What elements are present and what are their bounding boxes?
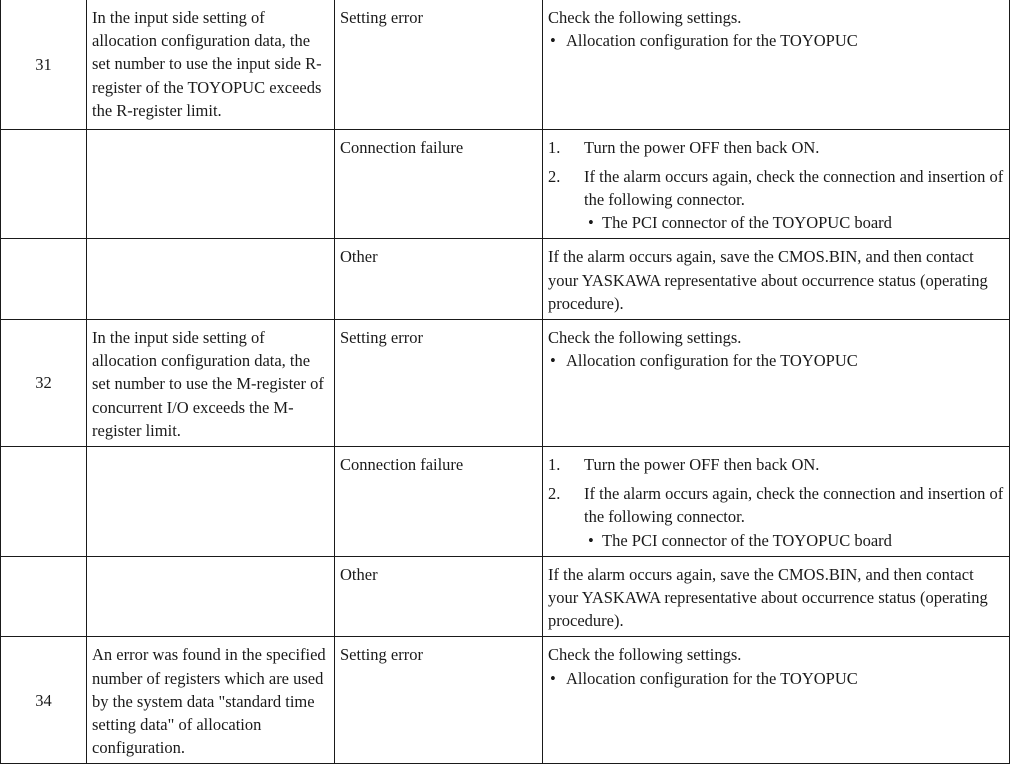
alarm-number-cell: 34 (1, 637, 87, 764)
alarm-number-cell: 32 (1, 319, 87, 446)
remedy-intro: Check the following settings. (548, 327, 742, 347)
remedy-step (548, 136, 1004, 159)
table-row (1, 637, 1010, 764)
table-row (1, 239, 1010, 320)
alarm-description-cell: In the input side setting of allocation configuration data, the set number to use the M-register of concurrent I/O exceeds the M-register limit. (87, 319, 335, 446)
cause-cell: Other (335, 556, 543, 637)
step-text: If the alarm occurs again, check the connection and insertion of the following connector. (584, 166, 1004, 209)
table-row (1, 129, 1010, 239)
step-bullet-list (584, 211, 1004, 234)
alarm-description-cell: An error was found in the specified number of registers which are used by the system data "standard time setting data" of allocation configuration. (87, 637, 335, 764)
alarm-description-cell (87, 556, 335, 637)
remedy-cell (543, 319, 1010, 446)
table-row (1, 0, 1010, 129)
remedy-bullet: • Allocation configuration for the TOYOPUC (548, 349, 1004, 372)
remedy-step (548, 482, 1004, 552)
step-bullet-list (584, 529, 1004, 552)
alarm-description-cell: In the input side setting of allocation configuration data, the set number to use the input side R-register of the TOYOPUC exceeds the R-register limit. (87, 0, 335, 129)
remedy-bullet-list (548, 349, 1004, 372)
remedy-bullet-list (548, 667, 1004, 690)
remedy-bullet-list (548, 29, 1004, 52)
alarm-description-cell (87, 239, 335, 320)
step-number: 2. (548, 166, 561, 186)
remedy-cell (543, 129, 1010, 239)
remedy-step (548, 453, 1004, 476)
cause-cell: Setting error (335, 0, 543, 129)
remedy-step (548, 165, 1004, 235)
alarm-number-cell (1, 129, 87, 239)
alarm-number-cell (1, 556, 87, 637)
alarm-description-cell (87, 129, 335, 239)
remedy-intro: Check the following settings. (548, 8, 742, 27)
table-row (1, 319, 1010, 446)
cause-cell: Connection failure (335, 446, 543, 556)
alarm-number-cell: 31 (1, 0, 87, 129)
remedy-step-list (548, 136, 1004, 235)
step-text: If the alarm occurs again, check the connection and insertion of the following connector. (584, 484, 1004, 527)
remedy-step-list (548, 453, 1004, 552)
step-text: Turn the power OFF then back ON. (584, 454, 820, 474)
cause-cell: Other (335, 239, 543, 320)
step-bullet: • The PCI connector of the TOYOPUC board (584, 211, 1004, 234)
alarm-number-cell (1, 239, 87, 320)
remedy-bullet: • Allocation configuration for the TOYOPUC (548, 667, 1004, 690)
alarm-number-cell (1, 446, 87, 556)
remedy-cell: If the alarm occurs again, save the CMOS.BIN, and then contact your YASKAWA representative about occurrence status (operating procedure). (543, 556, 1010, 637)
step-text: Turn the power OFF then back ON. (584, 137, 820, 157)
remedy-cell (543, 446, 1010, 556)
alarm-description-cell (87, 446, 335, 556)
remedy-cell (543, 0, 1010, 129)
remedy-bullet: • Allocation configuration for the TOYOPUC (548, 29, 1004, 52)
step-number: 2. (548, 484, 561, 504)
step-number: 1. (548, 137, 561, 157)
cause-cell: Setting error (335, 319, 543, 446)
table-row (1, 446, 1010, 556)
cause-cell: Connection failure (335, 129, 543, 239)
cause-cell: Setting error (335, 637, 543, 764)
table-row (1, 556, 1010, 637)
step-number: 1. (548, 454, 561, 474)
step-bullet: • The PCI connector of the TOYOPUC board (584, 529, 1004, 552)
remedy-cell: If the alarm occurs again, save the CMOS.BIN, and then contact your YASKAWA representative about occurrence status (operating procedure). (543, 239, 1010, 320)
remedy-intro: Check the following settings. (548, 645, 742, 665)
remedy-cell (543, 637, 1010, 764)
